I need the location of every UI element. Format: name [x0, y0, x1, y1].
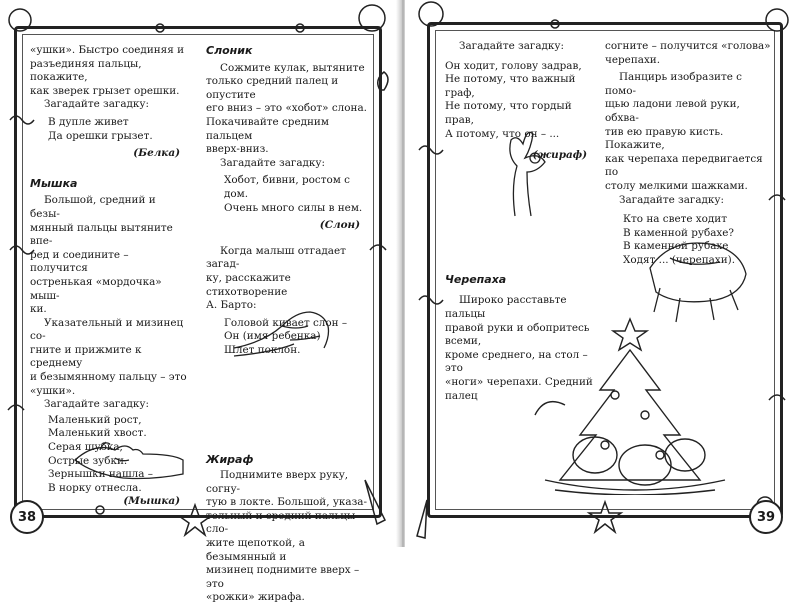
riddle-line: Не потому, что важный граф, [445, 73, 576, 99]
paragraph-line: Указательный и мизинец со- [30, 316, 184, 343]
paragraph-line: «ушки». [30, 384, 76, 397]
riddle-prompt: Загадайте загадку: [619, 193, 725, 206]
riddle-answer: (Мышка) [123, 495, 180, 508]
page-number: 38 [10, 500, 44, 534]
paragraph-line: вверх-вниз. [206, 143, 269, 156]
riddle-answer: (Белка) [133, 147, 180, 160]
riddle-prompt: Загадайте загадку: [44, 398, 150, 411]
riddle-line: Маленький рост, [48, 413, 142, 426]
poem-line: Головой кивает слон – [224, 316, 348, 329]
riddle-line: Не потому, что гордый прав, [445, 100, 572, 126]
giraffe-hand-illustration [495, 118, 555, 218]
riddle-line: Острые зубки. [48, 454, 128, 467]
riddle-line: Очень много силы в нем. [224, 201, 363, 214]
riddle-line: В норку отнесла. [48, 481, 142, 494]
riddle-line: В каменной рубахе [623, 240, 729, 253]
riddle-line: Он ходит, голову задрав, [445, 59, 582, 72]
section-heading-elephant: Слоник [206, 44, 253, 57]
section-heading-turtle: Черепаха [445, 272, 507, 286]
paragraph-line: ки. [30, 303, 47, 316]
paragraph-line: правой руки и обопритесь всеми, [445, 321, 590, 348]
paragraph-line: как черепаха передвигается по [605, 152, 763, 179]
paragraph-line: мизинец поднимите вверх – это [206, 564, 360, 590]
paragraph-line: и безымянному пальцу – это [30, 371, 187, 384]
paragraph-line: щью ладони левой руки, обхва- [605, 98, 740, 124]
paragraph-line: Сожмите кулак, вытяните [220, 61, 365, 74]
paragraph-line: его вниз – это «хобот» слона. [206, 102, 367, 115]
section-heading-giraffe: Жираф [206, 453, 254, 467]
left-page [0, 0, 400, 604]
riddle-line: Маленький хвост. [48, 427, 147, 440]
elephant-hand-illustration [232, 300, 342, 360]
riddle-line: Ходят ... (черепахи). [623, 253, 736, 266]
paragraph-line: столу мелкими шажками. [605, 179, 748, 192]
riddle-line: Кто на свете ходит [623, 213, 727, 226]
paragraph-line: Поднимите вверх руку, согну- [206, 469, 349, 495]
paragraph-line: кроме среднего, на стол – это [445, 348, 588, 375]
intro-line: «ушки». Быстро соединяя и [30, 44, 185, 56]
paragraph-line: Широко расставьте пальцы [445, 294, 567, 320]
poem-line: Шлет поклон. [224, 343, 301, 356]
paragraph-line: тую в локте. Большой, указа- [206, 496, 367, 509]
riddle-line: В каменной рубахе? [623, 226, 734, 239]
riddle-prompt: Загадайте загадку: [44, 98, 150, 111]
riddle-line: Серая шубка, [48, 441, 123, 454]
paragraph-line: согните – получится «голова» [605, 40, 771, 52]
paragraph-line: только средний палец и опустите [206, 75, 339, 101]
paragraph-line: жите щепоткой, а безымянный и [206, 537, 305, 563]
paragraph-line: черепахи. [605, 53, 661, 66]
riddle-prompt: Загадайте загадку: [459, 40, 565, 52]
paragraph-line: тельный и средний пальцы сло- [206, 509, 356, 536]
riddle-line: А потому, что он – ... [445, 127, 560, 140]
paragraph-line: Панцирь изобразите с помо- [605, 71, 742, 97]
paragraph-line: остренькая «мордочка» мыш- [30, 275, 162, 302]
right-page [405, 0, 800, 547]
poem-line: Он (имя ребенка) [224, 330, 321, 343]
paragraph-line: Покачивайте средним пальцем [206, 115, 329, 142]
paragraph-line: ред и соедините – получится [30, 248, 129, 275]
riddle-answer: (Слон) [319, 219, 360, 232]
riddle-line: Хобот, бивни, ростом с дом. [224, 174, 350, 200]
intro-line: разъединяя пальцы, покажите, [30, 57, 142, 84]
section-heading-mouse: Мышка [30, 176, 78, 190]
paragraph-line: Когда малыш отгадает загад- [206, 244, 346, 271]
riddle-prompt: Загадайте загадку: [220, 156, 326, 169]
riddle-line: Да орешки грызет. [48, 129, 153, 142]
paragraph-line: гните и прижмите к среднему [30, 343, 142, 370]
paragraph-line: тив ею правую кисть. Покажите, [605, 125, 724, 152]
page-number: 39 [749, 500, 783, 534]
paragraph-line: ку, расскажите стихотворение [206, 271, 291, 298]
paragraph-line: «рожки» жирафа. [206, 591, 305, 604]
turtle-hands-illustration [640, 228, 750, 328]
paragraph-line: А. Барто: [206, 299, 257, 312]
paragraph-line: мянный пальцы вытяните впе- [30, 221, 173, 248]
christmas-tree-cats-illustration [525, 315, 735, 495]
paragraph-line: Большой, средний и безы- [30, 194, 156, 220]
riddle-answer: (жираф) [532, 149, 587, 162]
mouse-hand-illustration [70, 430, 190, 490]
riddle-line: Зернышки нашла – [48, 468, 153, 481]
intro-line: как зверек грызет орешки. [30, 84, 180, 97]
paragraph-line: «ноги» черепахи. Средний палец [445, 375, 593, 402]
riddle-line: В дупле живет [48, 115, 129, 128]
